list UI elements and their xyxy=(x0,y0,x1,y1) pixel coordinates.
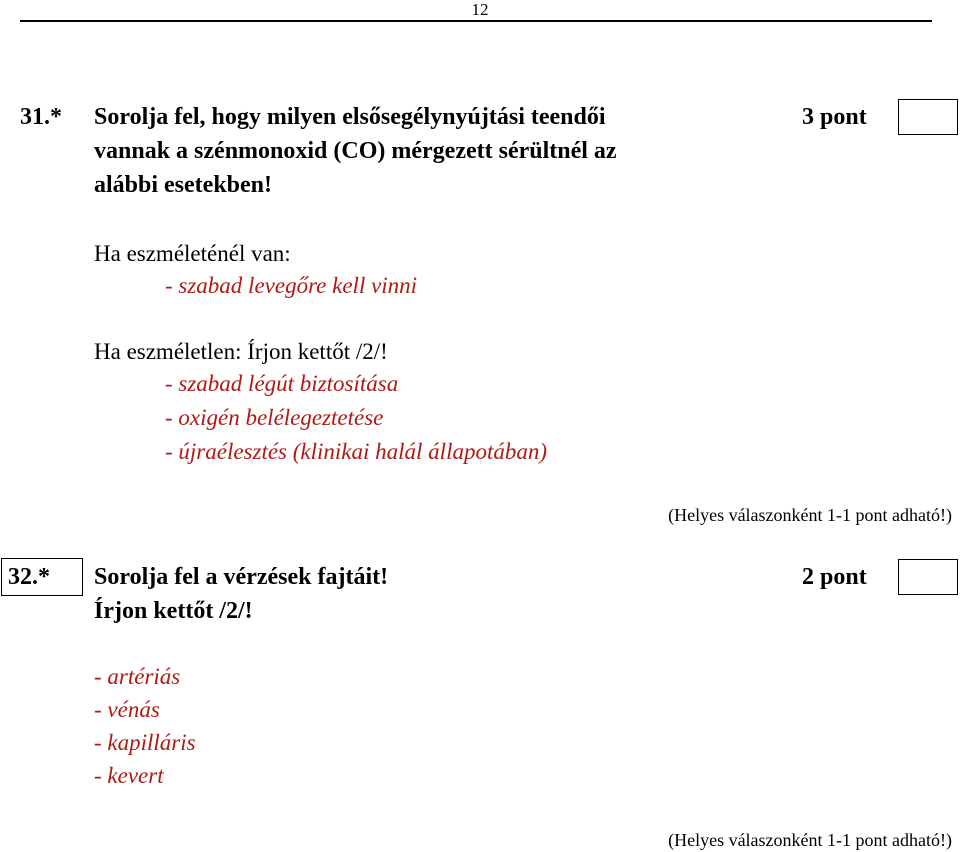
case-label: Ha eszméletlen: Írjon kettőt /2/! xyxy=(94,339,388,364)
answer-line: - artériás xyxy=(94,664,181,689)
points-label: 2 pont xyxy=(802,564,867,590)
question-number: 31.* xyxy=(20,104,62,130)
scoring-note: (Helyes válaszonként 1-1 pont adható!) xyxy=(668,505,952,525)
answer-line: - oxigén belélegeztetése xyxy=(165,405,384,430)
answer-line: - kapilláris xyxy=(94,730,196,755)
answer-line: - újraélesztés (klinikai halál állapotában) xyxy=(165,439,548,464)
page-number: 12 xyxy=(471,0,489,19)
question-text-line: vannak a szénmonoxid (CO) mérgezett sérültnél az xyxy=(94,138,617,164)
header-rule xyxy=(20,20,932,22)
answer-line: - szabad levegőre kell vinni xyxy=(165,273,418,298)
scoring-note: (Helyes válaszonként 1-1 pont adható!) xyxy=(668,830,952,850)
score-box[interactable] xyxy=(898,99,958,135)
case-label: Ha eszméleténél van: xyxy=(94,241,291,266)
question-text-line: Sorolja fel a vérzések fajtáit! xyxy=(94,564,389,590)
question-number: 32.* xyxy=(8,564,50,590)
score-box[interactable] xyxy=(898,559,958,595)
question-text-line: Sorolja fel, hogy milyen elsősegélynyújtási teendői xyxy=(94,104,606,130)
question-text-line: Írjon kettőt /2/! xyxy=(94,598,253,624)
points-label: 3 pont xyxy=(802,104,867,130)
answer-line: - szabad légút biztosítása xyxy=(165,371,399,396)
question-text-line: alábbi esetekben! xyxy=(94,172,273,198)
answer-line: - kevert xyxy=(94,763,164,788)
answer-line: - vénás xyxy=(94,697,160,722)
